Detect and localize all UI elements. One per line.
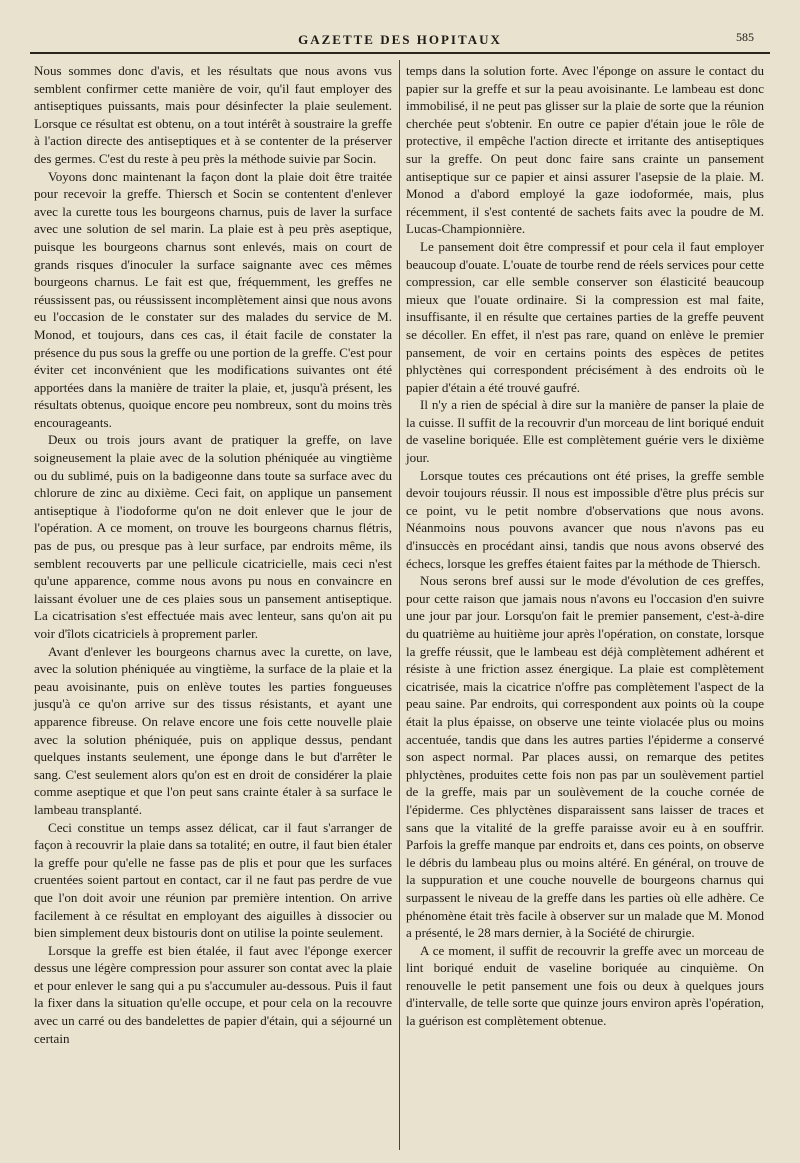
left-column [34, 62, 392, 1152]
paragraph: A ce moment, il suffit de recouvrir la greffe avec un morceau de lint boriqué enduit de vaseline boriquée au cinquième. On renouvelle le petit pansement une fois ou deux à quelques jours d'intervalle, de telle sorte que quinze jours environ après l'opération, la guérison est complètement obtenue. [406, 942, 764, 1029]
paragraph: Deux ou trois jours avant de pratiquer la greffe, on lave soigneusement la plaie avec de la solution phéniquée au vingtième ou du sublimé, puis on la badigeonne dans toute sa surface avec du chlorure de zinc au dixième. Ceci fait, on applique un pansement antiseptique à l'iodoforme qu'on ne doit enlever que le jour de l'opération. A ce moment, on trouve les bourgeons charnus flétris, pas de pus, ou presque pas à leur surface, par endroits même, ils semblent recouverts par une pellicule cicatricielle, mais ceci n'est qu'une apparence, comme nous avons pu nous en convaincre en laissant évoluer une de ces plaies sous un pansement antiseptique. La cicatrisation s'est effectuée mais avec lenteur, sans qu'on ait pu voir d'îlots cicatriciels à proprement parler. [34, 432, 392, 641]
paragraph: Nous sommes donc d'avis, et les résultats que nous avons vus semblent confirmer cette manière de voir, qu'il faut employer des antiseptiques puissants, mais pour désinfecter la plaie seulement. Lorsque ce résultat est obtenu, on a tout intérêt à soustraire la greffe à l'action directe des antiseptiques et à se contenter de la préserver des germes. C'est du reste à peu près la méthode suivie par Socin. [34, 63, 392, 166]
column-divider [399, 60, 400, 1150]
page-header [0, 28, 800, 52]
paragraph: Avant d'enlever les bourgeons charnus avec la curette, on lave, avec la solution phéniquée au vingtième, la surface de la plaie et la peau avoisinante, puis on enlève toutes les parties fongueuses jusqu'à ce qu'on arrive sur des tissus résistants, et ayant une apparence fibreuse. On relave encore une fois cette nouvelle plaie avec la solution phéniquée, puis on applique dessus, pendant quelques instants seulement, une éponge dans le but d'arrêter le sang. C'est seulement alors qu'on est en droit de considérer la plaie comme aseptique et que l'on peut sans crainte étaler à sa surface le lambeau transplanté. [34, 643, 392, 817]
header-rule [30, 52, 770, 54]
paragraph: temps dans la solution forte. Avec l'éponge on assure le contact du papier sur la greffe et sur la peau avoisinante. Le lambeau est donc immobilisé, il ne peut pas glisser sur la plaie de sorte que la réunion cherchée peut s'obtenir. En outre ce papier d'étain joue le rôle de protective, il empêche l'action directe et irritante des antiseptiques sur la greffe. On peut donc faire sans crainte un pansement antiseptique sur ce papier et ainsi assurer l'asepsie de la plaie. M. Monod a d'abord employé la gaze iodoformée, mais, plus récemment, il s'est contenté de sachets faits avec la poudre de M. Lucas-Championnière. [406, 63, 764, 237]
publication-title: GAZETTE DES HOPITAUX [298, 32, 502, 47]
paragraph: Voyons donc maintenant la façon dont la plaie doit être traitée pour recevoir la greffe. Thiersch et Socin se contentent d'enlever avec la curette tous les bourgeons charnus, puis de laver la surface avec une solution de sel marin. La plaie est à peu près aseptique, puisque les bourgeons charnus sont enlevés, mais on court de grands risques d'inoculer la surface saignante avec ces mêmes bourgeons charnus. Le fait est que, fréquemment, les greffes ne réussissent pas, ou réussissent incomplètement ainsi que nous avons eu l'occasion de le constater sur des malades du service de M. Monod, et toujours, dans ces cas, il était facile de constater la présence du pus sous la greffe ou une portion de la greffe. C'est pour éviter cet inconvénient que les modifications suivantes ont été apportées dans la manière de traiter la plaie, et, jusqu'à présent, les résultats obtenus, quoique encore peu nombreux, sont du moins très encourageants. [34, 168, 392, 430]
paragraph: Lorsque toutes ces précautions ont été prises, la greffe semble devoir toujours réussir. Il nous est impossible d'être plus précis sur ce point, vu le petit nombre d'observations que nous avons. Néanmoins nous pouvons avancer que nous n'avons pas eu d'insuccès en procédant ainsi, tandis que nous avons observé des échecs, lorsque les greffes étaient faites par la méthode de Thiersch. [406, 467, 764, 571]
right-column [406, 62, 764, 1152]
paragraph: Ceci constitue un temps assez délicat, car il faut s'arranger de façon à recouvrir la plaie dans sa totalité; en outre, il faut bien étaler la greffe pour qu'elle ne fasse pas de plis et pour que les surfaces cruentées soient partout en contact, car il ne faut pas perdre de vue que l'on doit avoir une réunion par première intention. On arrive facilement à ce résultat en employant des aiguilles à dissocier ou bien simplement deux bistouris dont on utilise la pointe seulement. [34, 819, 392, 941]
page-number: 585 [736, 30, 754, 44]
paragraph: Le pansement doit être compressif et pour cela il faut employer beaucoup d'ouate. L'ouate de tourbe rend de réels services pour cette compression, car elle semble conserver son élasticité beaucoup mieux que l'ouate ordinaire. Si la compression est mal faite, insuffisante, il en résulte que certaines parties de la greffe peuvent se décoller. En effet, il n'est pas rare, quand on enlève le premier pansement, de voir en certains points des espèces de petites phlyctènes qui correspondent précisément à des endroits où le papier d'étain a été trouvé gaufré. [406, 238, 764, 395]
paragraph: Il n'y a rien de spécial à dire sur la manière de panser la plaie de la cuisse. Il suffit de la recouvrir d'un morceau de lint boriqué enduit de vaseline boriquée. Elle est complètement guérie vers le dixième jour. [406, 397, 764, 466]
paragraph: Nous serons bref aussi sur le mode d'évolution de ces greffes, pour cette raison que jamais nous n'avons eu l'occasion d'en suivre une jour par jour. Lorsqu'on fait le premier pansement, c'est-à-dire du quatrième au huitième jour après l'opération, on constate, lorsque la greffe réussit, que le lambeau est déjà complètement adhérent et résiste à une friction assez énergique. La plaie est complètement cicatrisée, mais la cicatrice n'offre pas complètement l'aspect de la peau saine. Par endroits, qui correspondent aux points où la coupe était la plus épaisse, on observe une teinte violacée plus ou moins accentuée, tandis que dans les autres parties l'épiderme a conservé son aspect normal. Par places aussi, on remarque des petites phlyctènes, produites cette fois non pas par un soulèvement partiel de la greffe, mais par un soulèvement de la couche cornée de l'épiderme. Ces phlyctènes disparaissent sans laisser de traces et sans que la vitalité de la greffe paraisse avoir eu à en souffrir. Parfois la greffe manque par endroits et, dans ces points, on observe le débris du lambeau plus ou moins altéré. En général, on trouve de la suppuration et une couche nouvelle de bourgeons charnus qui surpassent le niveau de la greffe dans les parties où elle adhère. Ce phénomène était très facile à observer sur un malade que M. Monod a présenté, le 28 mars dernier, à la Société de chirurgie. [406, 573, 764, 941]
paragraph: Lorsque la greffe est bien étalée, il faut avec l'éponge exercer dessus une légère compression pour assurer son contat avec la plaie et pour enlever le sang qui a pu s'accumuler au-dessous. Puis il faut la fixer dans la situation qu'elle occupe, et pour cela on la recouvre avec un carré ou des bandelettes de papier d'étain, qui a séjourné un certain [34, 942, 392, 1046]
